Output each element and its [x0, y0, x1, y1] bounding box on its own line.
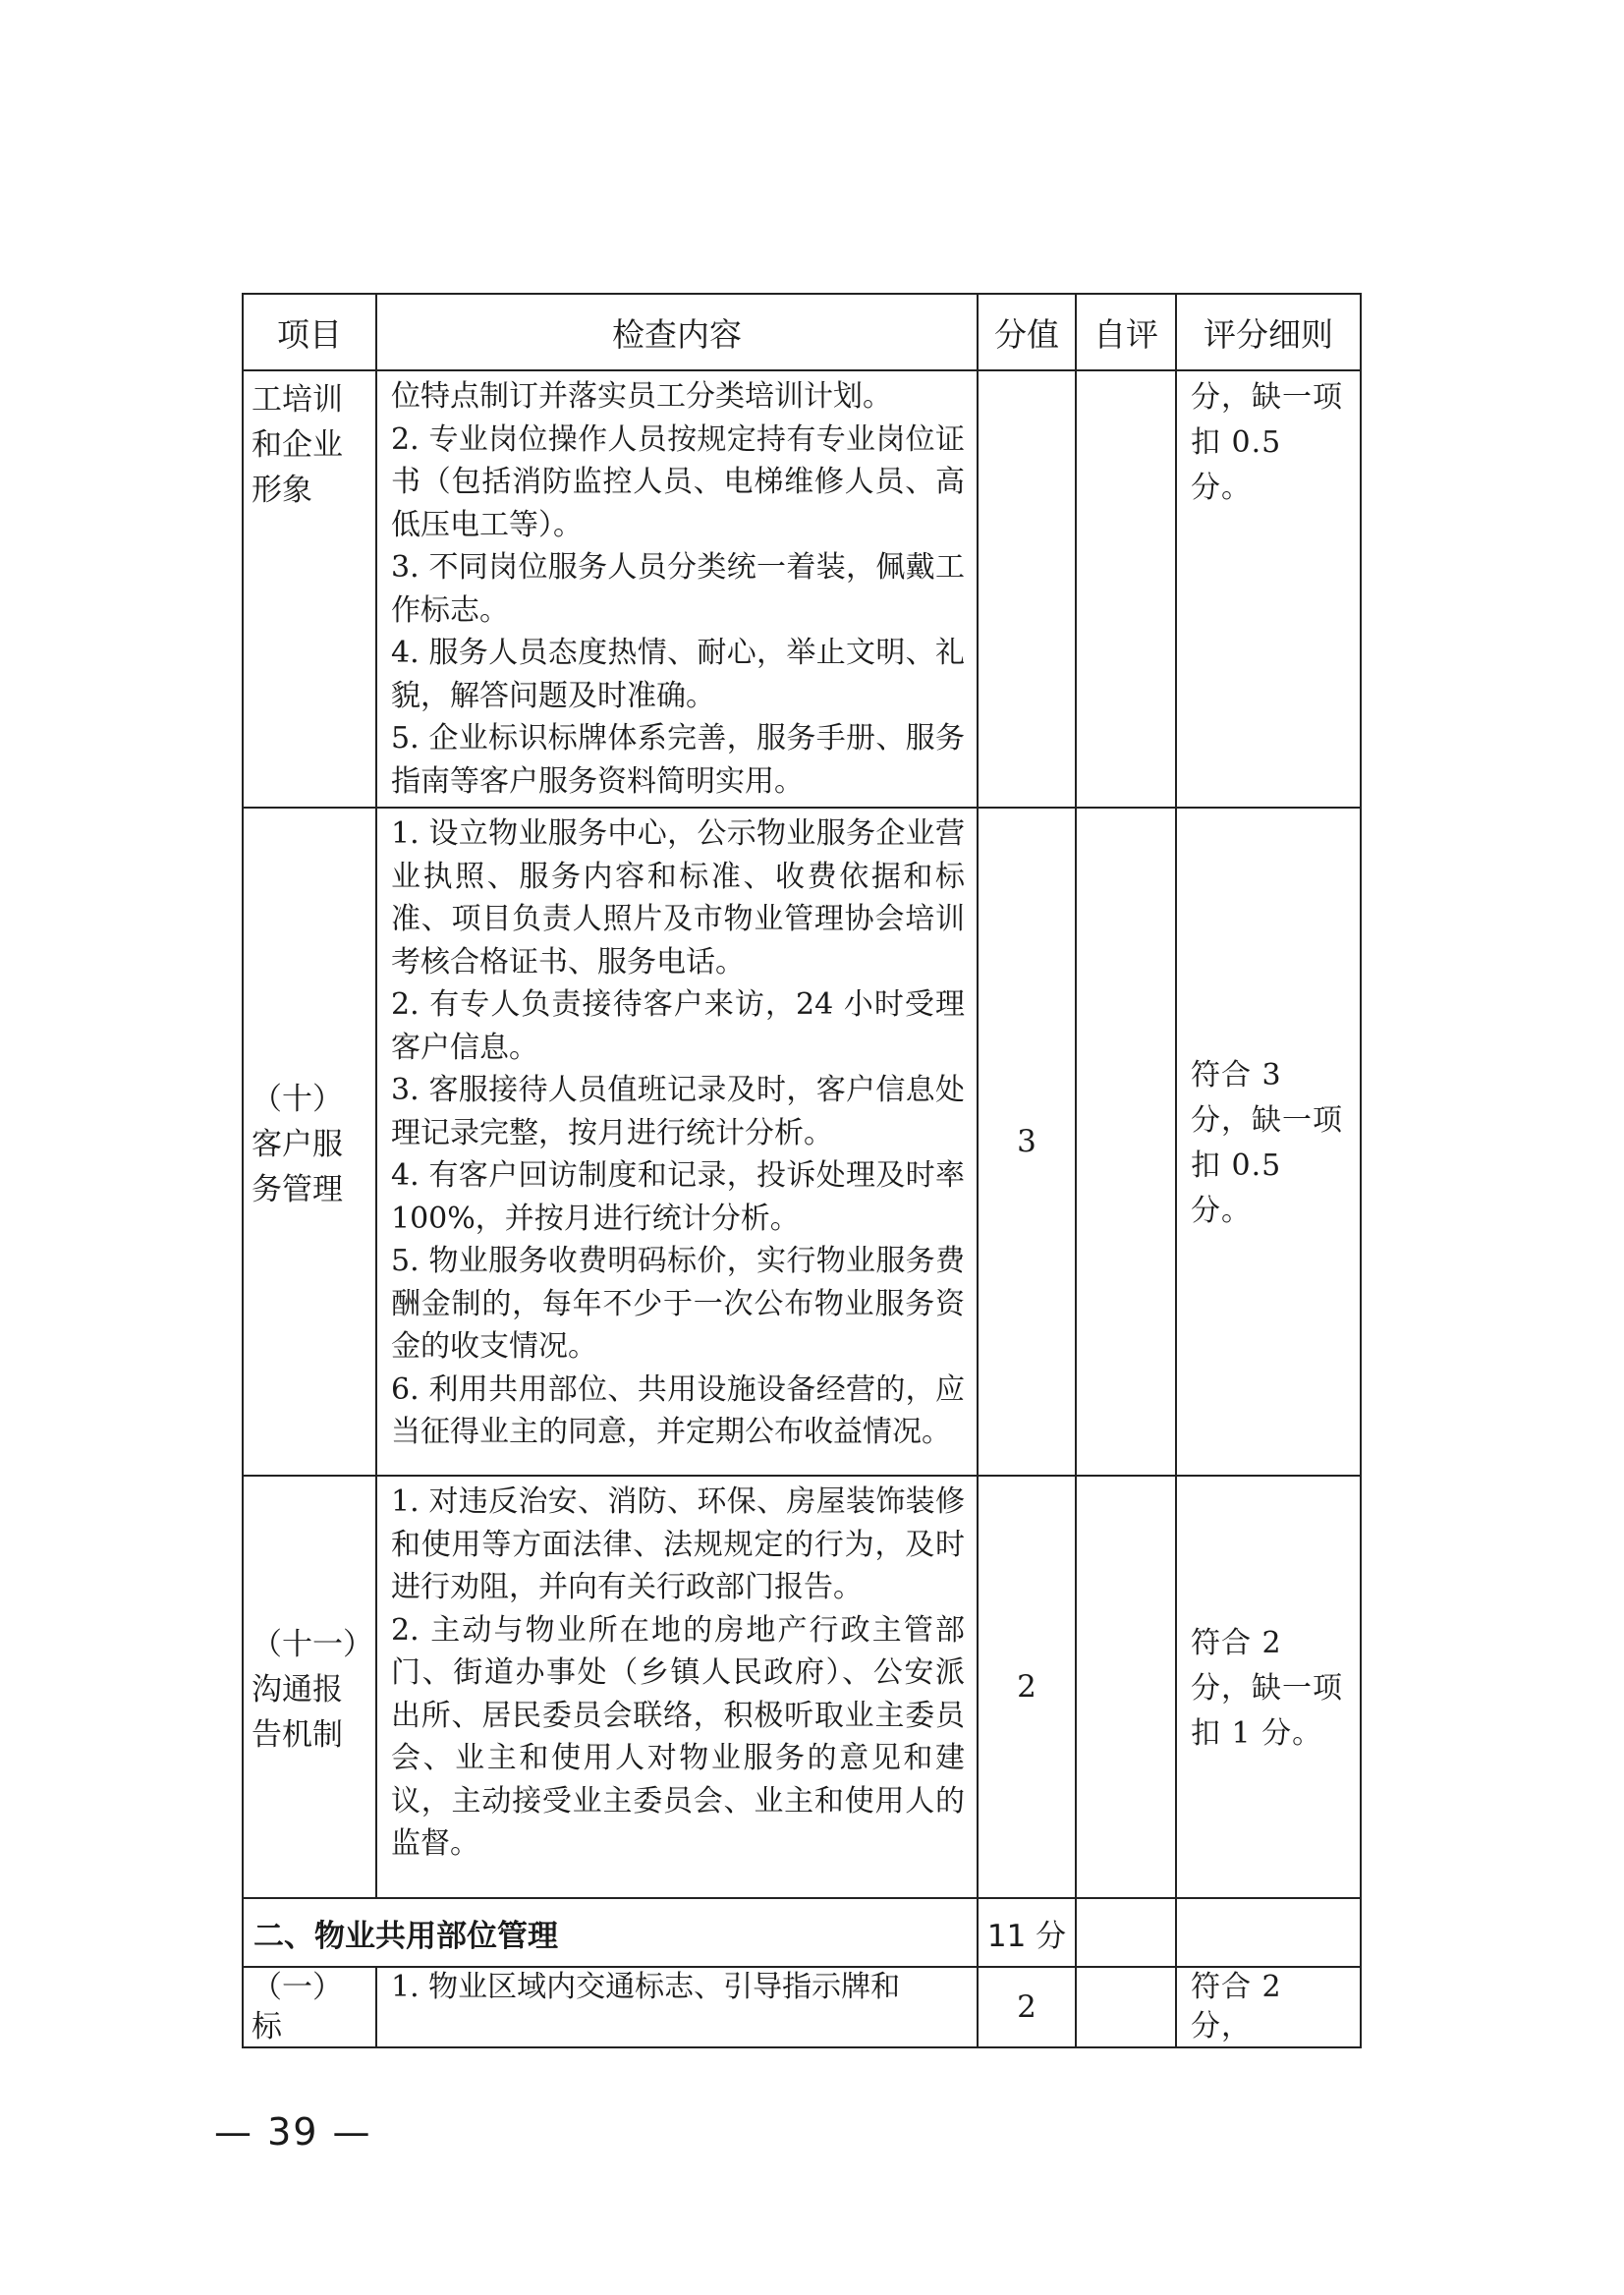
content-item: 2. 有专人负责接待客户来访，24 小时受理客户信息。: [391, 987, 965, 1065]
content-item: 5. 物业服务收费明码标价，实行物业服务费酬金制的，每年不少于一次公布物业服务资金的收支情况。: [391, 1244, 965, 1364]
content-item: 1. 对违反治安、消防、环保、房屋装饰装修和使用等方面法律、法规规定的行为，及时进行劝阻，并向有关行政部门报告。: [391, 1484, 965, 1604]
row-rules: 符合 2 分，缺一项扣 1 分。: [1176, 1476, 1361, 1898]
row-score: 2: [978, 1967, 1076, 2047]
table-row: [243, 1967, 1361, 2047]
row-project: （十一）沟通报告机制: [243, 1476, 376, 1898]
row-content: [376, 1476, 978, 1898]
row-project: （一）标: [243, 1967, 376, 2047]
content-item: 位特点制订并落实员工分类培训计划。: [391, 379, 892, 414]
content-item: 4. 服务人员态度热情、耐心，举止文明、礼貌，解答问题及时准确。: [391, 636, 965, 713]
row-self-eval: [1076, 1967, 1176, 2047]
row-rules: 符合 2 分，: [1176, 1967, 1361, 2047]
section-score: 11 分: [978, 1898, 1076, 1967]
row-project: （十）客户服务管理: [243, 808, 376, 1476]
row-score: [978, 370, 1076, 808]
row-self-eval: [1076, 808, 1176, 1476]
header-rules: 评分细则: [1176, 294, 1361, 370]
row-content: [376, 370, 978, 808]
content-item: 5. 企业标识标牌体系完善，服务手册、服务指南等客户服务资料简明实用。: [391, 721, 965, 799]
row-self-eval: [1076, 1476, 1176, 1898]
page-number: — 39 —: [214, 2110, 372, 2154]
content-item: 6. 利用共用部位、共用设施设备经营的，应当征得业主的同意，并定期公布收益情况。: [391, 1371, 965, 1449]
row-self-eval: [1076, 370, 1176, 808]
row-score: 3: [978, 808, 1076, 1476]
header-project: 项目: [243, 294, 376, 370]
row-score: 2: [978, 1476, 1076, 1898]
header-content: 检查内容: [376, 294, 978, 370]
section-rules: [1176, 1898, 1361, 1967]
content-item: 4. 有客户回访制度和记录，投诉处理及时率 100%，并按月进行统计分析。: [391, 1158, 965, 1236]
content-item: 3. 客服接待人员值班记录及时，客户信息处理记录完整，按月进行统计分析。: [391, 1073, 965, 1150]
content-item: 3. 不同岗位服务人员分类统一着装，佩戴工作标志。: [391, 550, 965, 628]
row-rules: 符合 3 分，缺一项扣 0.5 分。: [1176, 808, 1361, 1476]
header-self-eval: 自评: [1076, 294, 1176, 370]
content-item: 1. 设立物业服务中心，公示物业服务企业营业执照、服务内容和标准、收费依据和标准、项目负责人照片及市物业管理协会培训考核合格证书、服务电话。: [391, 816, 965, 980]
table-row: [243, 370, 1361, 808]
content-item: 2. 主动与物业所在地的房地产行政主管部门、街道办事处（乡镇人民政府）、公安派出所、居民委员会联络，积极听取业主委员会、业主和使用人对物业服务的意见和建议，主动接受业主委员会、业主和使用人的监督。: [391, 1612, 965, 1861]
row-content: 1. 物业区域内交通标志、引导指示牌和: [376, 1967, 978, 2047]
row-content: [376, 808, 978, 1476]
table-row: [243, 1476, 1361, 1898]
section-row: [243, 1898, 1361, 1967]
table-header-row: [243, 294, 1361, 370]
section-title: 二、物业共用部位管理: [243, 1898, 978, 1967]
row-rules: 分，缺一项扣 0.5 分。: [1176, 370, 1361, 808]
header-score: 分值: [978, 294, 1076, 370]
section-self-eval: [1076, 1898, 1176, 1967]
table-row: [243, 808, 1361, 1476]
inspection-table: [242, 293, 1362, 2048]
content-item: 2. 专业岗位操作人员按规定持有专业岗位证书（包括消防监控人员、电梯维修人员、高低压电工等）。: [391, 421, 965, 542]
row-project: 工培训和企业形象: [243, 370, 376, 808]
